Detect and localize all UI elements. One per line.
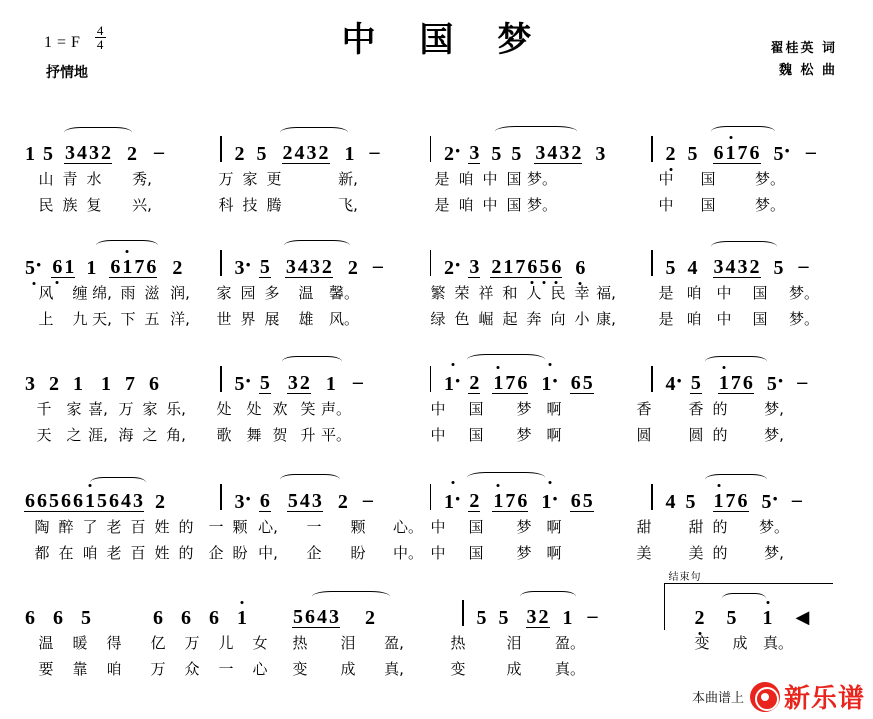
note: 6: [713, 142, 724, 164]
note: 1: [73, 373, 83, 395]
note: 5: [582, 372, 593, 394]
note-group: [24, 608, 92, 628]
lyrics-verse-2: 民 族 复 兴, 科 技 腾 飞, 是 咱 中 国 梦。 中 国 梦。: [38, 196, 786, 214]
note: 1: [84, 491, 96, 512]
note: 2: [299, 372, 310, 394]
measure-row: [18, 232, 858, 278]
note: 3: [559, 142, 570, 164]
note-group: [665, 140, 818, 164]
note: 1 ·: [443, 370, 462, 394]
measure: [18, 374, 214, 394]
note: 5: [726, 607, 737, 629]
note: 5: [287, 490, 298, 512]
measure: [437, 254, 645, 278]
page-title: 中 国 梦: [341, 20, 548, 60]
time-signature-denominator: 4: [96, 37, 104, 52]
note: 2: [538, 606, 549, 628]
note: 3: [311, 490, 322, 512]
ending-label: 结束句: [668, 572, 702, 583]
note-dash: –: [791, 489, 802, 511]
measure-row: [18, 572, 858, 629]
note: 3: [287, 372, 298, 394]
note: 1: [236, 608, 248, 628]
note: 2: [101, 142, 111, 164]
note: 6: [570, 372, 581, 394]
note: 6: [517, 372, 528, 394]
slur: [711, 241, 777, 252]
barline: [220, 366, 222, 392]
measure: [659, 488, 855, 512]
note-group: [152, 608, 248, 628]
measure-row: [18, 118, 858, 164]
note: 7: [515, 256, 526, 278]
note: 2 ·: [443, 254, 462, 278]
note: 5: [97, 490, 107, 512]
note: 2: [282, 142, 293, 164]
note-group: [24, 141, 166, 164]
music-system-4: [18, 466, 858, 568]
note: 5: [498, 607, 509, 629]
music-system-3: [18, 348, 858, 450]
note: 7: [725, 490, 736, 512]
slur: [705, 356, 767, 367]
fine-mark: ◀: [795, 607, 810, 628]
note: 1: [492, 491, 504, 512]
lyrics-verse-1: 风 缠 绵, 雨 滋 润, 家 园 多 温 馨。 繁 荣 祥 和 人 民 幸 福, 是 咱 中 国 梦。: [38, 284, 820, 302]
source-text: 本曲谱上: [691, 691, 744, 706]
note: 6: [37, 490, 47, 512]
note: 7: [505, 372, 516, 394]
note: 2: [491, 256, 502, 278]
note: 5: [687, 143, 698, 165]
note: 3: [737, 256, 748, 278]
barline: [220, 250, 222, 276]
note: 5: [43, 143, 53, 165]
measure: [437, 370, 645, 394]
note-dash: –: [587, 605, 598, 627]
note: 5: [538, 257, 550, 278]
note: 4: [665, 491, 676, 513]
note: 1: [121, 257, 133, 278]
note: 1: [64, 256, 75, 278]
credits: [770, 38, 837, 82]
note: 6: [153, 607, 163, 629]
note: 5: [256, 143, 267, 165]
note: 1: [725, 143, 737, 164]
logo-text: 新乐谱: [783, 684, 865, 714]
lyrics-verse-2: 天 之 涯, 海 之 角, 歌 舞 贺 升 平。 中 国 梦 啊 圆 圆 的 梦,: [36, 426, 784, 444]
measure: [228, 141, 424, 164]
note: 2: [749, 256, 760, 278]
note: 5 ·: [761, 488, 780, 512]
note: 4: [299, 490, 310, 512]
note: 2 ·: [443, 140, 462, 164]
note-dash: –: [352, 371, 363, 393]
note: 3: [526, 606, 537, 628]
note: 6: [259, 490, 270, 512]
tempo-marking: 抒情地: [46, 65, 88, 81]
note: 6: [305, 606, 315, 628]
note-group: [24, 254, 183, 278]
note: 5 ·: [766, 370, 785, 394]
lyrics-verse-1: 温 暖 得 亿 万 儿 女 热 泪 盈, 热 泪 盈。 变 成 真。: [38, 634, 794, 652]
note: 3: [535, 142, 546, 164]
note: 7: [505, 490, 516, 512]
site-logo[interactable]: [750, 678, 865, 715]
note: 2: [347, 257, 358, 279]
note: 7: [737, 142, 748, 164]
note-dash: –: [362, 489, 373, 511]
note: 5: [293, 606, 303, 628]
note: 1: [25, 143, 35, 165]
record-icon: [750, 682, 780, 712]
note-group: [443, 370, 594, 394]
note: 1: [492, 373, 504, 394]
note: 6: [51, 257, 63, 278]
measure: [470, 605, 646, 628]
note: 6: [742, 372, 753, 394]
note-dash: –: [797, 371, 808, 393]
note: 6: [110, 256, 121, 278]
measure: [18, 608, 146, 628]
slur: [467, 354, 545, 365]
note: 1: [503, 256, 514, 278]
measure: [18, 141, 214, 164]
measure-row: [18, 466, 858, 512]
measure: [437, 488, 645, 512]
note: 6: [109, 490, 119, 512]
footer: [692, 678, 865, 715]
slur: [280, 127, 348, 138]
note: 6: [737, 490, 748, 512]
measure: [437, 140, 645, 164]
time-signature-numerator: 4: [96, 23, 104, 38]
note: 5: [582, 490, 593, 512]
barline: [430, 136, 432, 162]
note: 2: [318, 142, 329, 164]
note: 7: [134, 256, 145, 278]
note: 1: [562, 607, 573, 629]
slur: [284, 240, 350, 251]
note: 2: [172, 257, 183, 279]
barline: [430, 366, 432, 392]
lyrics-verse-1: 千 家 喜, 万 家 乐, 处 处 欢 笑 声。 中 国 梦 啊 香 香 的 梦,: [36, 400, 784, 418]
barline: [462, 600, 464, 626]
note: 3: [309, 256, 320, 278]
slur: [280, 474, 340, 485]
note: 2: [337, 491, 348, 513]
barline: [430, 250, 432, 276]
slur: [495, 126, 577, 137]
slur: [705, 474, 767, 485]
key-signature-text: 1 = F: [44, 34, 81, 51]
note: 5: [511, 143, 522, 165]
note: 6: [146, 256, 157, 278]
music-system-2: [18, 232, 858, 334]
music-system-5: [18, 572, 858, 684]
note-group: [443, 254, 586, 278]
lyrics-verse-1: 陶 醉 了 老 百 姓 的 一 颗 心, 一 颗 心。 中 国 梦 啊 甜 甜 的 梦。: [34, 518, 790, 536]
note: 4: [547, 142, 558, 164]
note-group: [234, 488, 375, 512]
slur: [467, 472, 545, 483]
note: 6: [570, 490, 581, 512]
note-group: [234, 141, 382, 164]
note: 2: [127, 143, 137, 165]
note: 4: [687, 257, 698, 279]
note: 1: [713, 491, 725, 512]
lyrics-verse-2: 都 在 咱 老 百 姓 的 企 盼 中, 企 盼 中。 中 国 梦 啊 美 美 的 梦,: [34, 544, 784, 562]
note-group: [24, 491, 166, 512]
measure: [228, 370, 424, 394]
note: 1: [325, 373, 336, 395]
note: 3: [713, 256, 724, 278]
note: 5: [81, 607, 91, 629]
music-system-1: [18, 118, 858, 220]
note-group: [24, 374, 160, 394]
note: 7: [125, 373, 135, 395]
measure: [659, 140, 855, 164]
note: 5 ·: [773, 140, 792, 164]
note: 6: [574, 258, 586, 278]
note: 4 ·: [665, 370, 684, 394]
note: 4: [317, 606, 327, 628]
note: 4: [121, 490, 131, 512]
note: 5: [773, 257, 784, 279]
measure: [18, 254, 214, 278]
measure: [146, 608, 286, 628]
note: 3: [595, 143, 606, 165]
note: 6: [749, 142, 760, 164]
note: 3: [306, 142, 317, 164]
note: 5: [491, 143, 502, 165]
slur: [64, 127, 132, 138]
note: 6: [526, 257, 538, 278]
slur: [90, 477, 146, 488]
note: 2: [665, 144, 677, 164]
barline: [220, 136, 222, 162]
note-group: [443, 488, 594, 512]
note-dash: –: [154, 141, 164, 163]
note: 2: [155, 491, 165, 513]
barline: [651, 484, 653, 510]
note: 2: [365, 607, 375, 629]
barline: [651, 136, 653, 162]
note: 3: [65, 142, 75, 164]
note: 3 ·: [234, 488, 253, 512]
note: 2: [469, 372, 480, 394]
ending-bracket: [664, 572, 833, 630]
barline: [651, 366, 653, 392]
note: 4: [294, 142, 305, 164]
measure: [286, 607, 456, 628]
note: 5: [49, 490, 59, 512]
note: 5: [476, 607, 487, 629]
slur: [520, 591, 576, 602]
lyrics-verse-2: 要 靠 咱 万 众 一 心 变 成 真, 变 成 真。: [38, 660, 586, 678]
measure: [659, 255, 855, 278]
note-group: [234, 254, 385, 278]
measure-row: [18, 348, 858, 394]
note-group: [665, 255, 811, 278]
note: 5: [259, 372, 270, 394]
note: 6: [61, 490, 71, 512]
note: 1: [101, 373, 111, 395]
note: 3: [89, 142, 99, 164]
note-group: [665, 488, 804, 512]
note: 6: [517, 490, 528, 512]
note-group: [234, 370, 365, 394]
note-group: [292, 607, 376, 628]
note: 6: [25, 607, 35, 629]
slur: [312, 591, 390, 602]
note: 1: [718, 373, 730, 394]
note: 6: [209, 607, 219, 629]
note: 5: [685, 491, 696, 513]
note-group: [665, 370, 810, 394]
note: 5 ·: [234, 370, 253, 394]
note: 1 ·: [540, 488, 559, 512]
note: 2: [571, 142, 582, 164]
note: 4: [297, 256, 308, 278]
note: 1: [344, 143, 355, 165]
note: 4: [77, 142, 87, 164]
note: 7: [730, 372, 741, 394]
slur: [722, 593, 766, 604]
note: 6: [73, 490, 83, 512]
note: 5: [665, 257, 676, 279]
slur: [282, 356, 342, 367]
note-group: [476, 605, 600, 628]
note: 3: [285, 256, 296, 278]
note: 1 ·: [443, 488, 462, 512]
lyrics-verse-2: 上 九 天, 下 五 洋, 世 界 展 雄 风。 绿 色 崛 起 奔 向 小 康, 是 咱 中 国 梦。: [38, 310, 820, 328]
measure-ending: [664, 572, 844, 629]
note: 5: [690, 372, 701, 394]
note: 6: [149, 373, 159, 395]
note: 3: [25, 373, 35, 395]
note: 3 ·: [234, 254, 253, 278]
note: 6: [25, 490, 35, 512]
note-dash: –: [798, 255, 809, 277]
note: 5: [259, 256, 270, 278]
barline: [430, 484, 432, 510]
note: 2: [694, 608, 706, 628]
note: 3: [469, 142, 480, 164]
note: 6: [550, 257, 562, 278]
measure: [228, 488, 424, 512]
note: 6: [53, 607, 63, 629]
note: 1: [86, 257, 97, 279]
lyrics-verse-1: 山 青 水 秀, 万 家 更 新, 是 咱 中 国 梦。 中 国 梦。: [38, 170, 786, 188]
note-dash: –: [369, 141, 380, 163]
lyricist-credit: 翟桂英 词: [770, 41, 837, 56]
note: 5 ·: [24, 254, 43, 278]
measure: [18, 491, 214, 512]
composer-credit: 魏 松 曲: [778, 63, 837, 79]
note: 2: [49, 373, 59, 395]
note: 2: [469, 490, 480, 512]
note-dash: –: [372, 255, 383, 277]
note: 3: [133, 490, 143, 512]
note-group: [443, 140, 606, 164]
note: 4: [725, 256, 736, 278]
note: 3: [329, 606, 339, 628]
slur: [711, 126, 775, 137]
note: 1 ·: [540, 370, 559, 394]
barline: [651, 250, 653, 276]
note-dash: –: [805, 141, 816, 163]
note: 2: [321, 256, 332, 278]
note: 2: [234, 143, 245, 165]
measure: [228, 254, 424, 278]
measure: [659, 370, 855, 394]
note: 1: [762, 608, 774, 628]
barline: [220, 484, 222, 510]
note: 3: [469, 256, 480, 278]
note: 6: [181, 607, 191, 629]
